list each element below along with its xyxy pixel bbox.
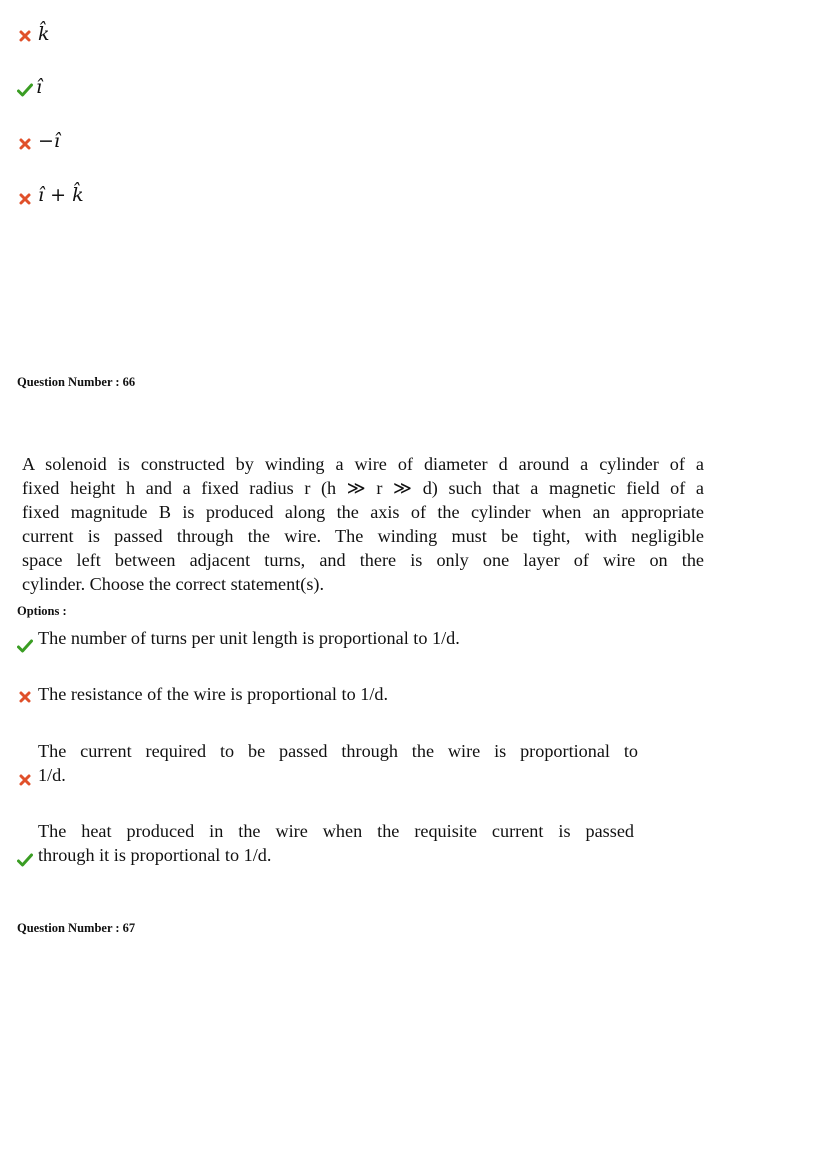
question-66-text xyxy=(22,452,704,596)
correct-answer-check-icon xyxy=(17,83,31,97)
question-line: fixed height h and a fixed radius r (h ≫ r ≫ d) such that a magnetic field of a xyxy=(22,478,704,498)
options-label: Options : xyxy=(17,604,67,618)
option-line: The current required to be passed through the wire is proportional to xyxy=(38,741,638,761)
question-number-67: Question Number : 67 xyxy=(17,921,136,935)
wrong-answer-cross-icon xyxy=(18,29,32,43)
option-line: through it is proportional to 1/d. xyxy=(38,845,272,865)
option-line: The resistance of the wire is proportional to 1/d. xyxy=(38,684,389,704)
option-line: The number of turns per unit length is proportional to 1/d. xyxy=(38,628,460,648)
question-line: fixed magnitude B is produced along the axis of the cylinder when an appropriate xyxy=(22,502,704,522)
question-number-66: Question Number : 66 xyxy=(17,375,136,389)
question-line: space left between adjacent turns, and there is only one layer of wire on the xyxy=(22,550,704,570)
option-2-text xyxy=(38,682,638,706)
wrong-answer-cross-icon xyxy=(18,192,32,206)
prev-option-2-text: î xyxy=(36,76,43,98)
prev-option-3-text: −î xyxy=(38,130,60,152)
option-line: The heat produced in the wire when the requisite current is passed xyxy=(38,821,634,841)
wrong-answer-cross-icon xyxy=(18,690,32,704)
option-1-text xyxy=(38,626,638,650)
option-line: 1/d. xyxy=(38,765,66,785)
question-line: cylinder. Choose the correct statement(s). xyxy=(22,574,325,594)
correct-answer-check-icon xyxy=(17,639,31,653)
wrong-answer-cross-icon xyxy=(18,773,32,787)
question-line: current is passed through the wire. The winding must be tight, with negligible xyxy=(22,526,704,546)
prev-option-1-text: k̂ xyxy=(38,23,50,45)
question-line: A solenoid is constructed by winding a wire of diameter d around a cylinder of a xyxy=(22,454,704,474)
option-3-text xyxy=(38,739,638,787)
correct-answer-check-icon xyxy=(17,853,31,867)
prev-option-4-text: î + k̂ xyxy=(38,184,84,206)
option-4-text xyxy=(38,819,634,867)
wrong-answer-cross-icon xyxy=(18,137,32,151)
